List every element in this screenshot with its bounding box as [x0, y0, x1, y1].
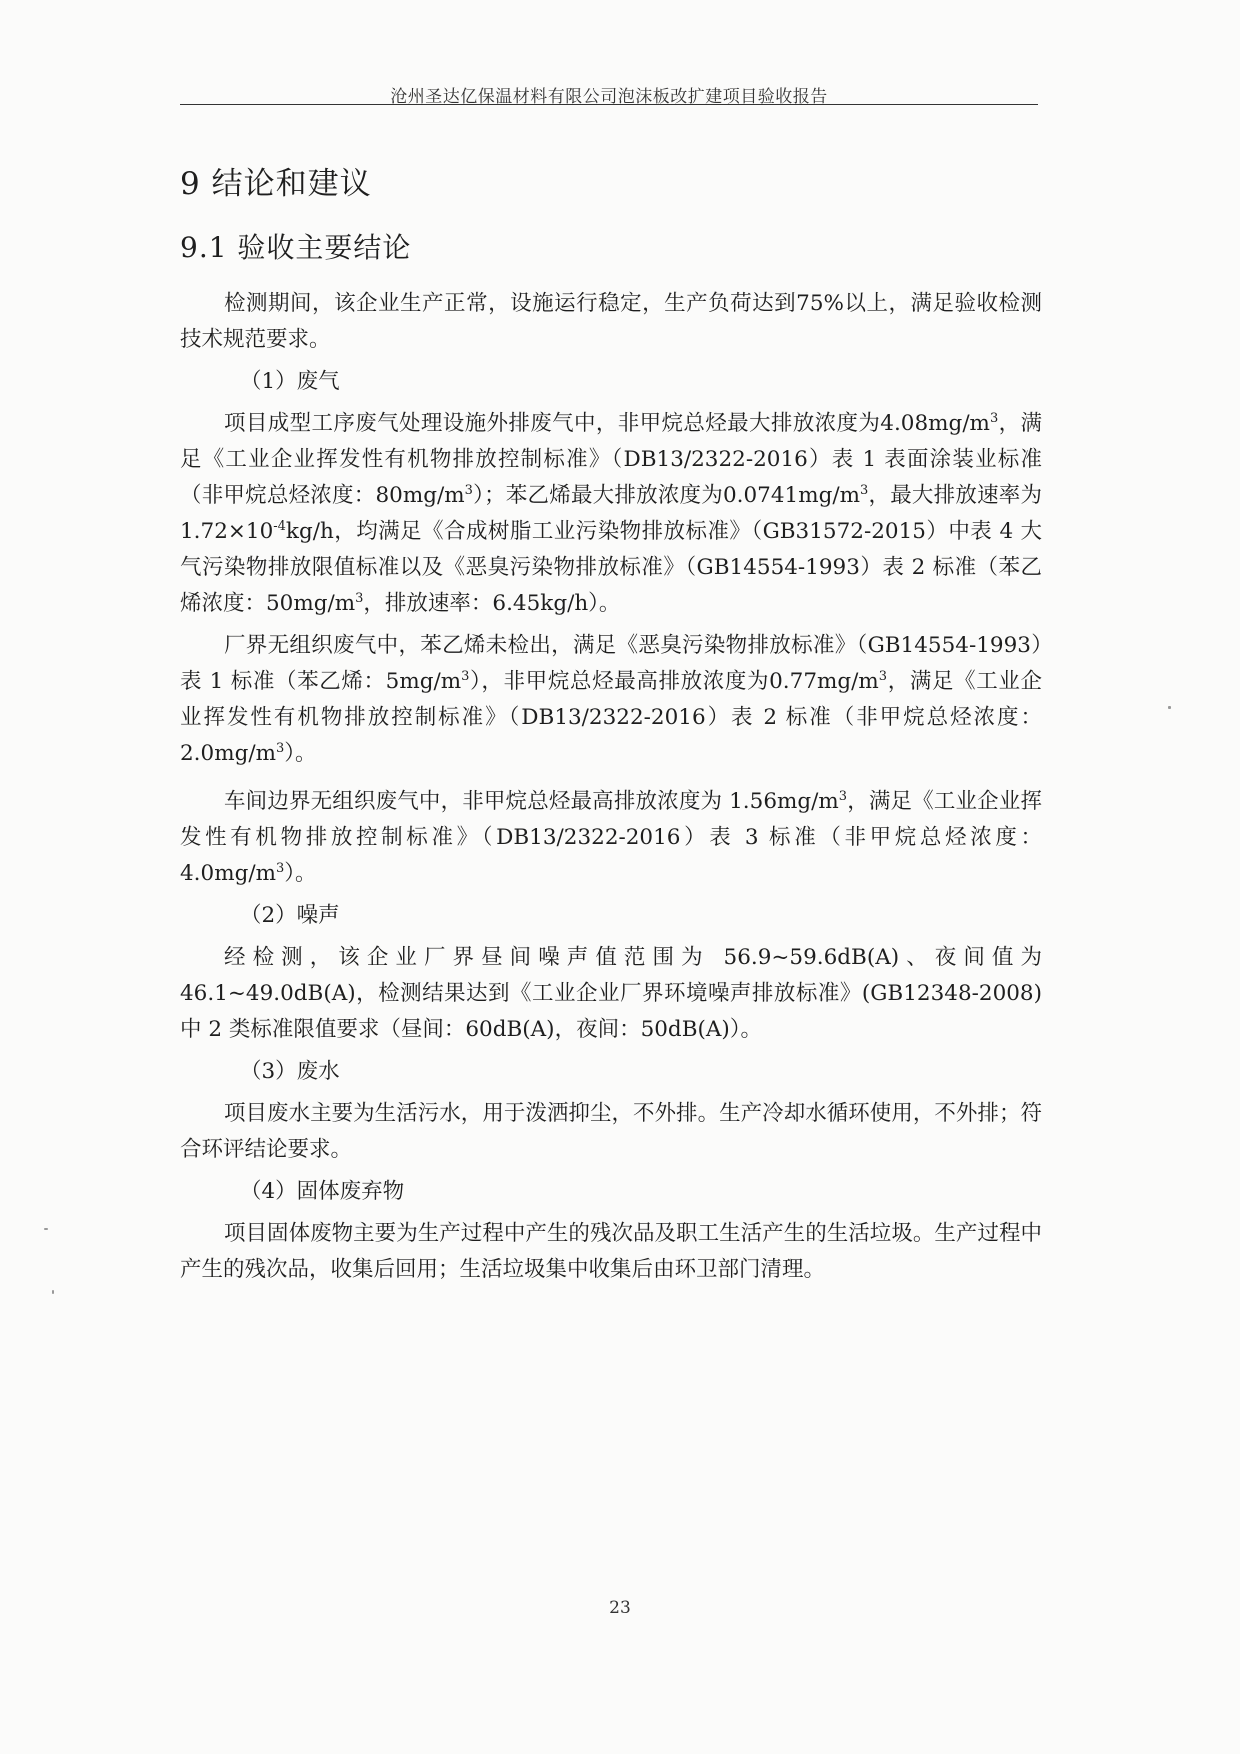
waste-gas-paragraph-1	[180, 406, 1042, 622]
text-run: ，排放速率：6.45kg/h）。	[363, 591, 621, 616]
page-number: 23	[609, 1598, 631, 1618]
superscript: 3	[989, 411, 999, 426]
waste-gas-heading: （1）废气	[240, 369, 340, 394]
text-run: 厂界无组织废气中，苯乙烯未检出，满足《恶臭污染物排放标准》（GB14554-1993）表 1 标准（苯乙烯：5mg/m	[180, 633, 1042, 694]
text-run: kg/h，均满足《合成树脂工业污染物排放标准》（GB31572-2015）中表 4 大气污染物排放限值标准以及《恶臭污染物排放标准》（GB14554-1993）表 2 标准（苯乙烯浓度：50mg/m	[180, 519, 1042, 616]
text-run: 车间边界无组织废气中，非甲烷总烃最高排放浓度为 1.56mg/m	[224, 789, 839, 814]
header-rule	[180, 104, 1038, 105]
scan-speck	[44, 1228, 48, 1230]
running-header: 沧州圣达亿保温材料有限公司泡沫板改扩建项目验收报告	[390, 87, 828, 107]
solid-waste-paragraph: 项目固体废物主要为生产过程中产生的残次品及职工生活产生的生活垃圾。生产过程中产生的残次品，收集后回用；生活垃圾集中收集后由环卫部门清理。	[180, 1221, 1042, 1282]
noise-heading: （2）噪声	[240, 903, 340, 928]
section-title: 9 结论和建议	[180, 166, 372, 202]
superscript: 3	[859, 483, 869, 498]
text-run: ）；苯乙烯最大排放浓度为0.0741mg/m	[472, 483, 860, 508]
waste-gas-paragraph-2	[180, 628, 1042, 772]
superscript: 3	[878, 669, 888, 684]
text-run: ，满足《工业企业挥发性有机物排放控制标准》（DB13/2322-2016）表 1 表面涂装业标准（非甲烷总烃浓度：80mg/m	[180, 411, 1042, 508]
superscript: 3	[838, 789, 848, 804]
wastewater-paragraph: 项目废水主要为生活污水，用于泼洒抑尘，不外排。生产冷却水循环使用，不外排；符合环评结论要求。	[180, 1101, 1042, 1162]
superscript: 3	[461, 669, 470, 684]
text-run: 项目成型工序废气处理设施外排废气中，非甲烷总烃最大排放浓度为4.08mg/m	[224, 411, 990, 436]
text-run: ，满足《工业企业挥发性有机物排放控制标准》（DB13/2322-2016）表 3 标准（非甲烷总烃浓度：4.0mg/m	[180, 789, 1042, 886]
body-text	[180, 286, 1042, 1288]
subsection-title: 9.1 验收主要结论	[180, 231, 412, 264]
noise-paragraph: 经检测，该企业厂界昼间噪声值范围为 56.9~59.6dB(A)、夜间值为46.1~49.0dB(A)，检测结果达到《工业企业厂界环境噪声排放标准》(GB12348-2008) 中 2 类标准限值要求（昼间：60dB(A)，夜间：50dB(A)）。	[180, 945, 1042, 1042]
solid-waste-heading: （4）固体废弃物	[240, 1179, 405, 1204]
text-run: ）。	[284, 741, 317, 766]
text-run: ），非甲烷总烃最高排放浓度为0.77mg/m	[469, 669, 879, 694]
superscript: 3	[355, 591, 364, 606]
scan-speck	[52, 1290, 54, 1294]
waste-gas-paragraph-3	[180, 784, 1042, 892]
superscript: 3	[275, 861, 285, 876]
superscript: 3	[464, 483, 473, 498]
intro-paragraph: 检测期间，该企业生产正常，设施运行稳定，生产负荷达到75%以上，满足验收检测技术规范要求。	[180, 291, 1042, 352]
text-run: ，最大排放速率为 1.72×10	[180, 483, 1043, 544]
text-run: ）。	[284, 861, 317, 886]
scan-speck	[1168, 706, 1171, 709]
text-run: ，满足《工业企业挥发性有机物排放控制标准》（DB13/2322-2016）表 2 标准（非甲烷总烃浓度：2.0mg/m	[180, 669, 1042, 766]
superscript: -4	[273, 519, 286, 534]
wastewater-heading: （3）废水	[240, 1059, 340, 1084]
superscript: 3	[275, 741, 285, 756]
